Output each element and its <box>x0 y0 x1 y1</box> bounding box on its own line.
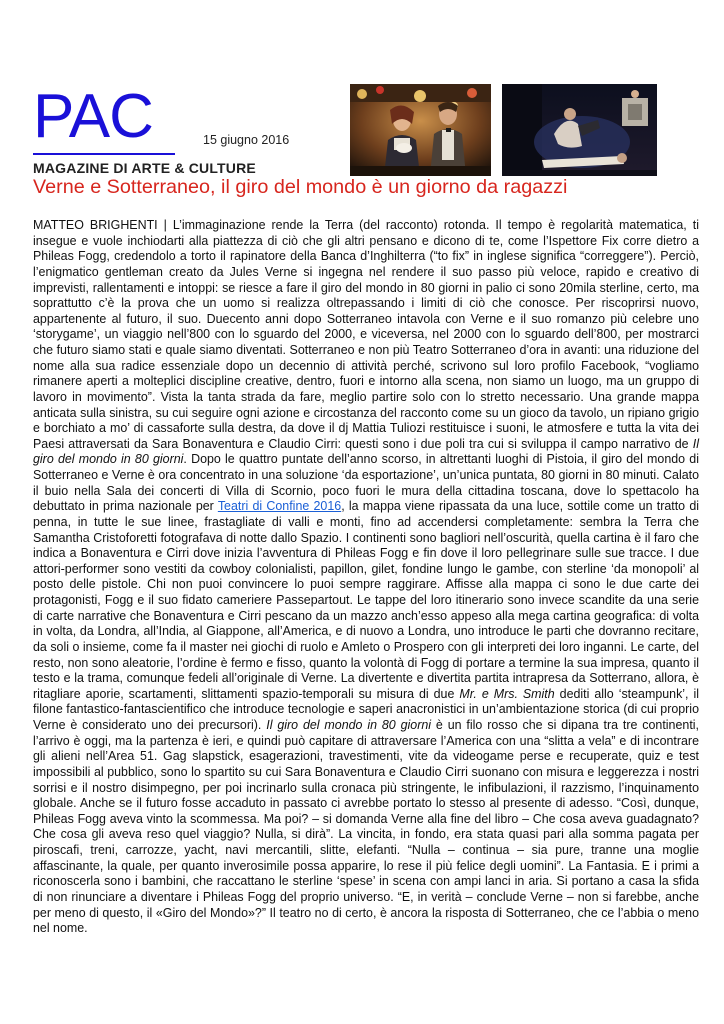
article-body <box>33 218 699 937</box>
article-text-3: , la mappa viene ripassata da una luce, sottile come un tratto di penna, in tutte le sue linee, frastagliate di valli e monti, fino ad accendersi completamente: sembra la Terra che Samantha Cristoforetti fotografava di notte dallo Spazio. I continenti sono bagliori nell’oscurità, quella cartina è il faro che indica a Bonaventura e Cirri dove inizia l’avventura di Phileas Fogg e fin dove il loro pellegrinare sulle sue tracce. I due attori-performer sono vestiti da cowboy colonialisti, papillon, gilet, fondine lungo le gambe, con sterline ‘da monopoli’ al posto delle pistole. Chi non puoi convincere lo puoi sempre raggirare. Affisse alla mappa ci sono le due carte dei protagonisti, Fogg e il suo fidato cameriere Passepartout. Le tappe del loro itinerario sono invece scandite da una serie di carte narrative che Bonaventura e Cirri pescano da un mazzo anch’esso appeso alla mega cartina geografica: di volta in volta, da Londra, all’India, al Giappone, all’America, e di nuovo a Londra, uno introduce le parti che dovranno recitare, da soli o insieme, come fa il master nei giochi di ruolo e Amleto o Prospero con gli interpreti dei loro inganni. Le carte, del resto, non sono aleatorie, l’ordine è fermo e fisso, quanto la volontà di Fogg di portare a termine la sua impresa, quanto il testo e la trama, comunque fedeli all’originale di Verne. La divertente e divertita partita intrapresa da Sotterrano, allora, è ritagliare aporie, scartamenti, slittamenti spazio-temporali su misura di due <box>33 499 700 701</box>
article-text-4: dediti allo ‘steampunk’, il filone fantastico-fantascientifico che introduce tecnologie e saperi anacronistici in un’ambientazione storica (di cui proprio Verne è considerato uno dei precursori). <box>33 686 700 732</box>
stage-photo-scene <box>502 84 657 176</box>
work-title-3: Il giro del mondo in 80 giorni <box>266 718 432 732</box>
work-title-1: Il giro del mondo in 80 giorni <box>33 436 699 467</box>
work-title-2: Mr. e Mrs. Smith <box>459 686 555 701</box>
publication-date: 15 giugno 2016 <box>203 133 290 147</box>
pac-logo: PAC <box>33 82 153 151</box>
stage-photo-actors-image <box>350 84 491 176</box>
stage-photo-actors <box>350 84 491 176</box>
logo-underline <box>33 153 175 155</box>
article-headline: Verne e Sotterraneo, il giro del mondo è un giorno da ragazzi <box>33 176 568 198</box>
article-text-1: MATTEO BRIGHENTI | L’immaginazione rende la Terra (del racconto) rotonda. Il tempo è regolarità matematica, ti insegue e vuole inchiodarti alla piattezza di ciò che gli altri pensano e dicono di te, come l’Ispettore Fix corre dietro a Phileas Fogg, credendolo a torto il rapinatore della Banca d’Inghilterra (“to fix” in inglese significa “correggere”). Perciò, l’enigmatico gentleman creato da Jules Verne si ingegna nel rendere il suo passo più veloce, rapido e creativo di imprevisti, rallentamenti e intoppi: se riesce a fare il giro del mondo in 80 giorni in palio ci sono 20mila sterline, certo, ma soprattutto c’è la prova che un uomo si realizza oltrepassando i limiti di ciò che conosce. Per riscoprirsi nuovo, appartenente al futuro, il suo. Duecento anni dopo Sotterraneo intavola con Verne e il suo romanzo più celebre uno ‘storygame’, un viaggio nell’800 con lo sguardo del 2000, e viceversa, nel 2000 con lo sguardo dell’800, per mostrarci che futuro siamo stati e quale siamo diventati. Sotterraneo e non più Teatro Sotterraneo d’ora in avanti: una riduzione del nome alla sua radice essenziale dopo un decennio di attività perché, scrivono sul loro profilo Facebook, “vogliamo rimanere aperti a molteplici discipline creative, dentro, fuori e intorno alla scena, non siamo un luogo, ma un gruppo di lavoro in movimento”. Vista la tanta strada da fare, meglio partire solo con lo stretto necessario. Una grande mappa anticata sulla sinistra, su cui seguire ogni azione e circostanza del racconto come su un gioco da tavolo, un ripiano grigio e borchiato a mo’ di cassaforte sulla destra, da dove il dj Mattia Tuliozi restituisce i suoni, le atmosfere e tutta la vita dei Paesi attraversati da Sara Bonaventura e Claudio Cirri: questi sono i due poli tra cui si sviluppa il campo narrativo de <box>33 218 699 451</box>
article-paragraph <box>33 218 699 937</box>
article-text-2: . Dopo le quattro puntate dell’anno scorso, in altrettanti luoghi di Pistoia, il giro del mondo di Sotterraneo e Verne è ora concentrato in una soluzione ‘da esportazione’, un’unica puntata, 80 giorni in 80 minuti. Calato il buio nella Sala dei concerti di Villa di Scornio, poco fuori le mura della cittadina toscana, dove lo spettacolo ha debuttato in prima nazionale per <box>33 452 699 514</box>
teatri-di-confine-link[interactable]: Teatri di Confine 2016 <box>217 499 342 514</box>
magazine-name: MAGAZINE DI ARTE & CULTURE <box>33 160 256 176</box>
article-text-5: è un filo rosso che si dipana tra tre continenti, l’arrivo è oggi, ma la partenza è ieri, e quindi può capitare di attraversare l’America con una “slitta a vela” e di incontrare gli alieni nell’Area 51. Gag slapstick, esagerazioni, travestimenti, vite da videogame perse e recuperate, quiz e test impossibili al pubblico, sono lo spartito su cui Sara Bonaventura e Claudio Cirri suonano con misura e leggerezza i nostri sorrisi e il nostro disimpegno, per poi incrinarlo sulla cronaca più stringente, le infibulazioni, il razzismo, l’inquinamento globale. Anche se il futuro fosse accaduto in passato ci avrebbe portato lo stesso al presente di adesso. “Così, dunque, Phileas Fogg aveva vinto la scommessa. Ma poi? – si domanda Verne alla fine del libro – Che cosa aveva guadagnato? Che cosa gli aveva reso quel viaggio? Nulla, si dirà”. La vincita, in fondo, era stata quasi pari alla somma pagata per piroscafi, treni, carrozze, yacht, navi mercantili, slitte, elefanti. “Nulla – continua – sia pure, tranne una moglie affascinante, la quale, per quanto inverosimile possa apparire, lo rese il più felice degli uomini”. La Fantasia. E i primi a riconoscerla sono i bambini, che raccattano le sterline ‘spese’ in scena con ampi lanci in aria. Si portano a casa la sfida di non rinunciare a diventare i Phileas Fogg del proprio universo. “E, in verità – conclude Verne – non si farebbe, anche per meno di questo, il «Giro del Mondo»?” Il teatro no di certo, è ancora la risposta di Sotterraneo, che ce l’abbia o meno nel nome. <box>33 718 699 936</box>
stage-photo-scene-image <box>502 84 657 176</box>
